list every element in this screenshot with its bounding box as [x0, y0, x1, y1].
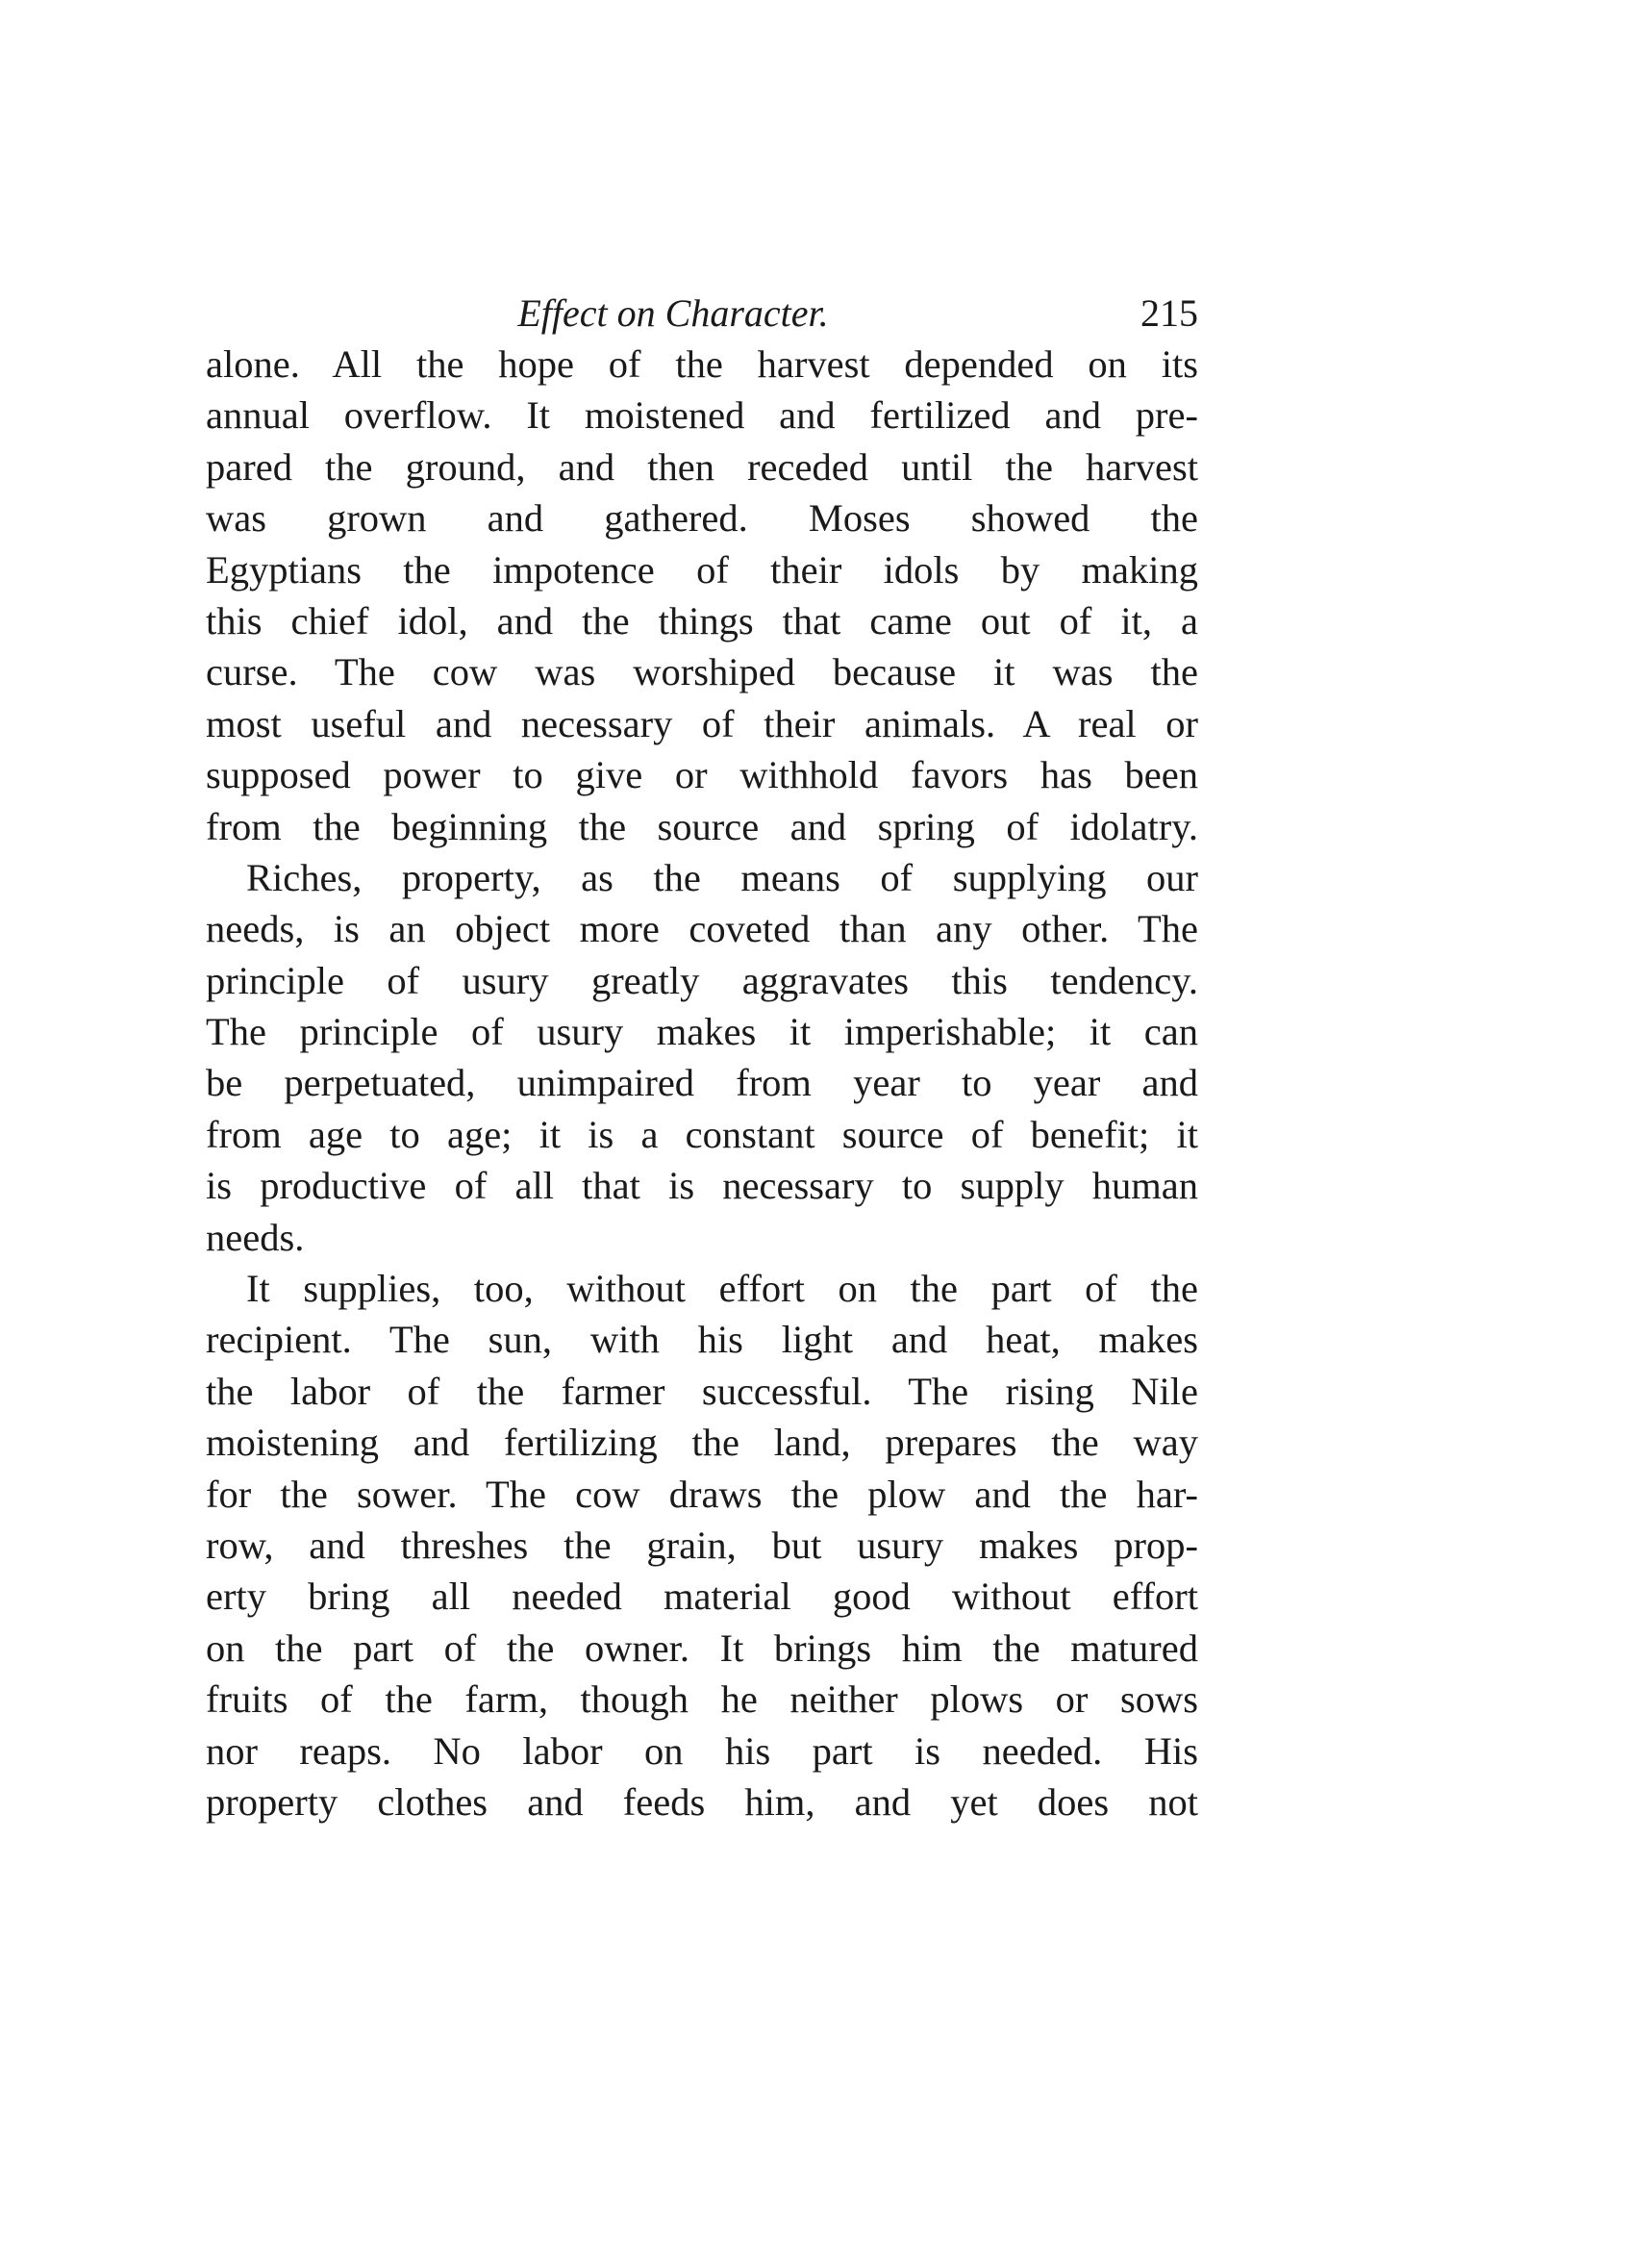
body-text: [206, 339, 1198, 1827]
text-line: row, and threshes the grain, but usury makes prop-: [206, 1523, 1198, 1567]
text-line: was grown and gathered. Moses showed the: [206, 496, 1198, 541]
text-line: needs.: [206, 1215, 305, 1259]
text-line: needs, is an object more coveted than any other. The: [206, 907, 1198, 951]
text-line: nor reaps. No labor on his part is needed. His: [206, 1728, 1198, 1773]
page-number: 215: [1140, 291, 1198, 335]
text-line: for the sower. The cow draws the plow and the har-: [206, 1472, 1198, 1516]
text-line: be perpetuated, unimpaired from year to year and: [206, 1061, 1198, 1105]
text-line: pared the ground, and then receded until the harvest: [206, 444, 1198, 489]
text-line: from the beginning the source and spring of idolatry.: [206, 804, 1198, 848]
text-line: curse. The cow was worshiped because it was the: [206, 650, 1198, 694]
text-line: most useful and necessary of their animals. A real or: [206, 701, 1198, 745]
text-line: erty bring all needed material good without effort: [206, 1575, 1198, 1619]
text-line: It supplies, too, without effort on the part of the: [246, 1267, 1198, 1311]
text-line: annual overflow. It moistened and fertilized and pre-: [206, 393, 1198, 438]
text-line: recipient. The sun, with his light and heat, makes: [206, 1318, 1198, 1362]
text-line: this chief idol, and the things that came out of it, a: [206, 598, 1198, 643]
text-line: Egyptians the impotence of their idols by making: [206, 547, 1198, 592]
text-line: alone. All the hope of the harvest depended on its: [206, 342, 1198, 386]
text-line: principle of usury greatly aggravates this tendency.: [206, 958, 1198, 1002]
text-line: the labor of the farmer successful. The rising Nile: [206, 1369, 1198, 1413]
text-line: The principle of usury makes it imperishable; it can: [206, 1010, 1198, 1054]
text-line: on the part of the owner. It brings him the matured: [206, 1625, 1198, 1670]
running-title: Effect on Character.: [517, 291, 829, 335]
text-line: moistening and fertilizing the land, prepares the way: [206, 1421, 1198, 1465]
text-line: supposed power to give or withhold favors has been: [206, 753, 1198, 797]
running-head: [206, 284, 1198, 343]
text-line: from age to age; it is a constant source of benefit; it: [206, 1112, 1198, 1156]
text-line: fruits of the farm, though he neither plows or sows: [206, 1677, 1198, 1722]
text-line: Riches, property, as the means of supplying our: [246, 855, 1198, 899]
text-line: property clothes and feeds him, and yet does not: [206, 1779, 1198, 1824]
text-line: is productive of all that is necessary to supply human: [206, 1164, 1198, 1208]
